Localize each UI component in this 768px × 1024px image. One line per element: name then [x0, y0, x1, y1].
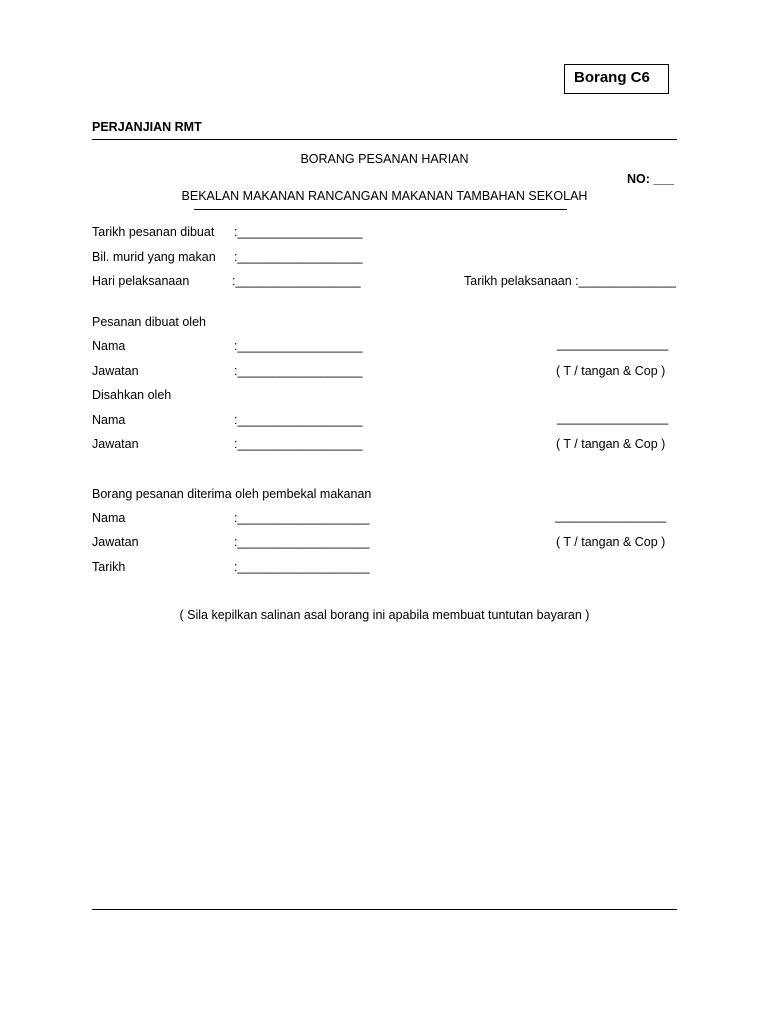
ordered-by-position-label: Jawatan [92, 364, 139, 378]
order-date-label: Tarikh pesanan dibuat [92, 225, 215, 239]
agreement-label: PERJANJIAN RMT [92, 120, 202, 134]
form-title: BORANG PESANAN HARIAN [300, 152, 469, 166]
approved-by-heading: Disahkan oleh [92, 388, 172, 402]
received-by-name-label: Nama [92, 511, 126, 525]
number-field[interactable]: NO: ___ [627, 172, 675, 186]
student-count-label: Bil. murid yang makan [92, 250, 216, 264]
footer-note: ( Sila kepilkan salinan asal borang ini apabila membuat tuntutan bayaran ) [179, 608, 590, 622]
received-by-date-field[interactable]: :___________________ [234, 560, 370, 574]
approved-by-name-label: Nama [92, 413, 126, 427]
header-divider [92, 139, 677, 140]
received-by-position-label: Jawatan [92, 535, 139, 549]
received-by-name-field[interactable]: :___________________ [234, 511, 370, 525]
approved-by-position-label: Jawatan [92, 437, 139, 451]
subtitle-underline [194, 209, 567, 210]
footer-divider [92, 909, 677, 910]
approved-by-signature-line[interactable]: ________________ [557, 411, 669, 425]
order-date-field[interactable]: :__________________ [234, 225, 363, 239]
received-by-date-label: Tarikh [92, 560, 126, 574]
ordered-by-signature-label: ( T / tangan & Cop ) [556, 364, 666, 378]
received-by-position-field[interactable]: :___________________ [234, 535, 370, 549]
ordered-by-heading: Pesanan dibuat oleh [92, 315, 206, 329]
ordered-by-name-label: Nama [92, 339, 126, 353]
ordered-by-name-field[interactable]: :__________________ [234, 339, 363, 353]
form-code: Borang C6 [574, 69, 650, 86]
approved-by-signature-label: ( T / tangan & Cop ) [556, 437, 666, 451]
execution-date-field[interactable]: Tarikh pelaksanaan :______________ [464, 274, 676, 288]
form-code-box [564, 64, 669, 94]
student-count-field[interactable]: :__________________ [234, 250, 363, 264]
ordered-by-position-field[interactable]: :__________________ [234, 364, 363, 378]
received-by-signature-line[interactable]: ________________ [555, 509, 667, 523]
execution-day-label: Hari pelaksanaan [92, 274, 190, 288]
execution-day-field[interactable]: :__________________ [232, 274, 361, 288]
form-subtitle: BEKALAN MAKANAN RANCANGAN MAKANAN TAMBAHAN SEKOLAH [181, 189, 588, 203]
approved-by-position-field[interactable]: :__________________ [234, 437, 363, 451]
received-by-heading: Borang pesanan diterima oleh pembekal makanan [92, 487, 372, 501]
approved-by-name-field[interactable]: :__________________ [234, 413, 363, 427]
received-by-signature-label: ( T / tangan & Cop ) [556, 535, 666, 549]
ordered-by-signature-line[interactable]: ________________ [557, 337, 669, 351]
